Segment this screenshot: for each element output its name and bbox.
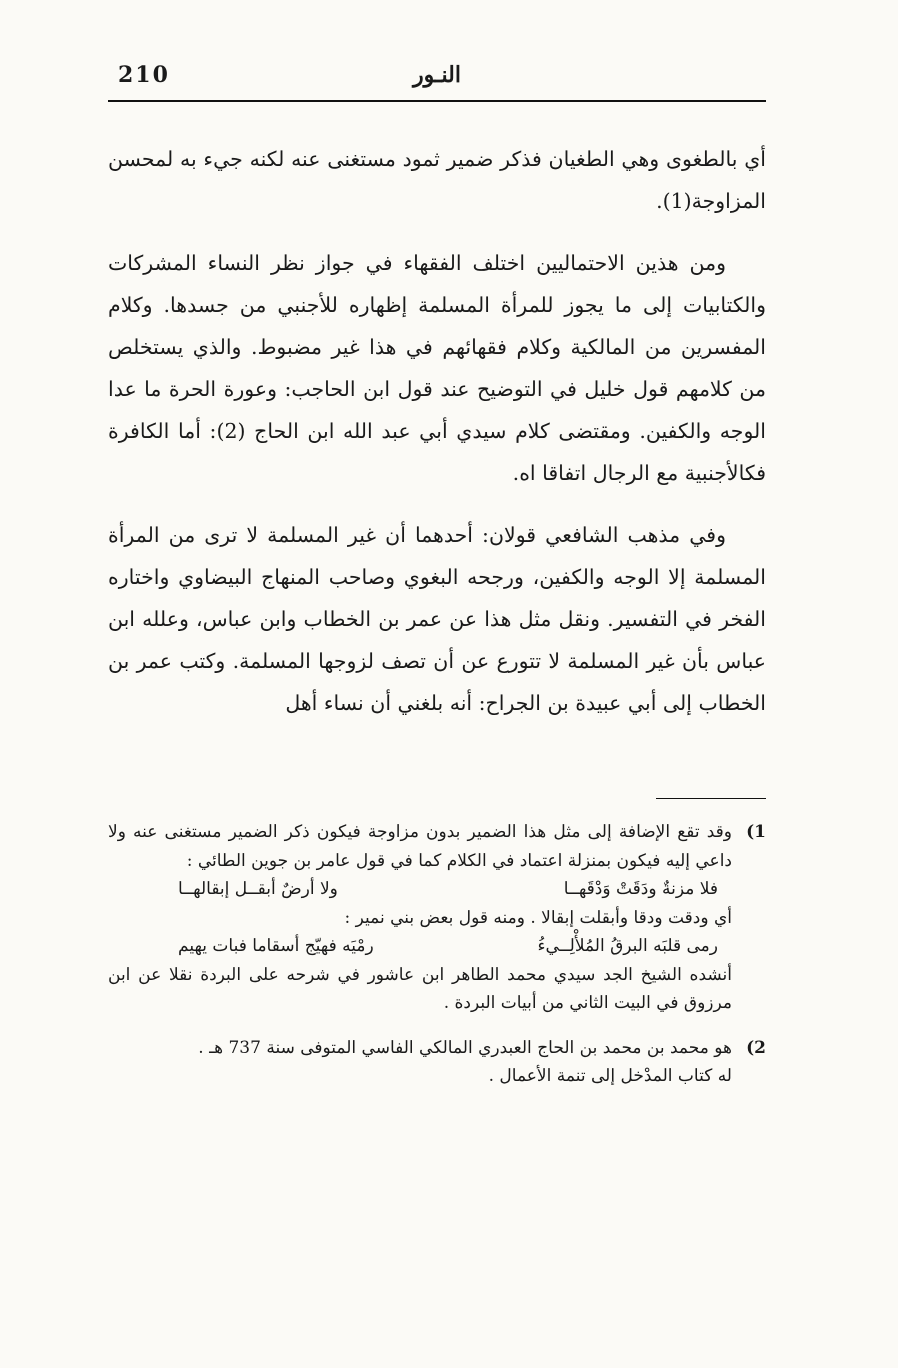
paragraph: وفي مذهب الشافعي قولان: أحدهما أن غير المسلمة لا ترى من المرأة المسلمة إلا الوجه والكفين، ورجحه البغوي وصاحب المنهاج البيضاوي واختاره الفخر في التفسير. ونقل مثل هذا عن عمر بن الخطاب وابن عباس، وعلله ابن عباس بأن غير المسلمة لا تتورع عن أن تصف لزوجها المسلمة. وكتب عمر بن الخطاب إلى أبي عبيدة بن الجراح: أنه بلغني أن نساء أهل [108, 523, 766, 715]
verse-hemistich: رمى قلبَه البرقُ المُلأْلِــيءُ [537, 936, 718, 956]
header-rule [108, 100, 766, 102]
footnote-number: 1) [746, 822, 766, 842]
paragraph: ومن هذين الاحتماليين اختلف الفقهاء في جواز نظر النساء المشركات والكتابيات إلى ما يجوز للمرأة المسلمة إظهاره للأجنبي من جسدها. وكلام المفسرين من المالكية وكلام فقهائهم في هذا غير مضبوط. والذي يستخلص من كلامهم قول خليل في التوضيح عند قول ابن الحاجب: وعورة الحرة ما عدا الوجه والكفين. ومقتضى كلام سيدي أبي عبد الله ابن الحاج (2): أما الكافرة فكالأجنبية مع الرجال اتفاقا اه. [108, 251, 766, 485]
footnote-number: 2) [746, 1037, 766, 1058]
verse-line [108, 932, 732, 961]
footnote-text: له كتاب المدْخل إلى تنمة الأعمال . [488, 1066, 732, 1086]
footnote-text: هو محمد بن محمد بن الحاج العبدري المالكي الفاسي المتوفى سنة 737 هـ . [198, 1037, 732, 1058]
page-number: 210 [118, 62, 170, 88]
page-header [108, 58, 766, 98]
footnote-2 [108, 1034, 766, 1091]
footnote-text: أنشده الشيخ الجد سيدي محمد الطاهر ابن عاشور في شرحه على البردة نقلا عن ابن مرزوق في البيت الثاني من أبيات البردة . [108, 964, 732, 1013]
paragraph: أي بالطغوى وهي الطغيان فذكر ضمير ثمود مستغنى عنه لكنه جيء به لمحسن المزاوجة(1). [108, 147, 766, 213]
footnote-separator [656, 798, 766, 799]
verse-hemistich: رمْيَه فهيّج أسقاما فبات يهيم [178, 936, 374, 956]
verse-hemistich: فلا مزنةٌ ودَقَتْ وَدْقَهــا [563, 879, 718, 899]
footnote-1 [108, 818, 766, 1018]
footnote-text: وقد تقع الإضافة إلى مثل هذا الضمير بدون مزاوجة فيكون ذكر الضمير مستغنى عنه ولا داعي إليه فيكون بمنزلة اعتماد في الكلام كما في قول عامر بن جوين الطائي : [108, 822, 732, 871]
main-text [108, 138, 766, 744]
verse-line [108, 875, 732, 904]
footnote-text: أي ودقت ودقا وأبقلت إبقالا . ومنه قول بعض بني نمير : [344, 907, 732, 928]
running-title: النـور [413, 62, 461, 88]
verse-hemistich: ولا أرضٌ أبقــل إبقالهــا [178, 879, 338, 899]
footnotes [108, 818, 766, 1107]
